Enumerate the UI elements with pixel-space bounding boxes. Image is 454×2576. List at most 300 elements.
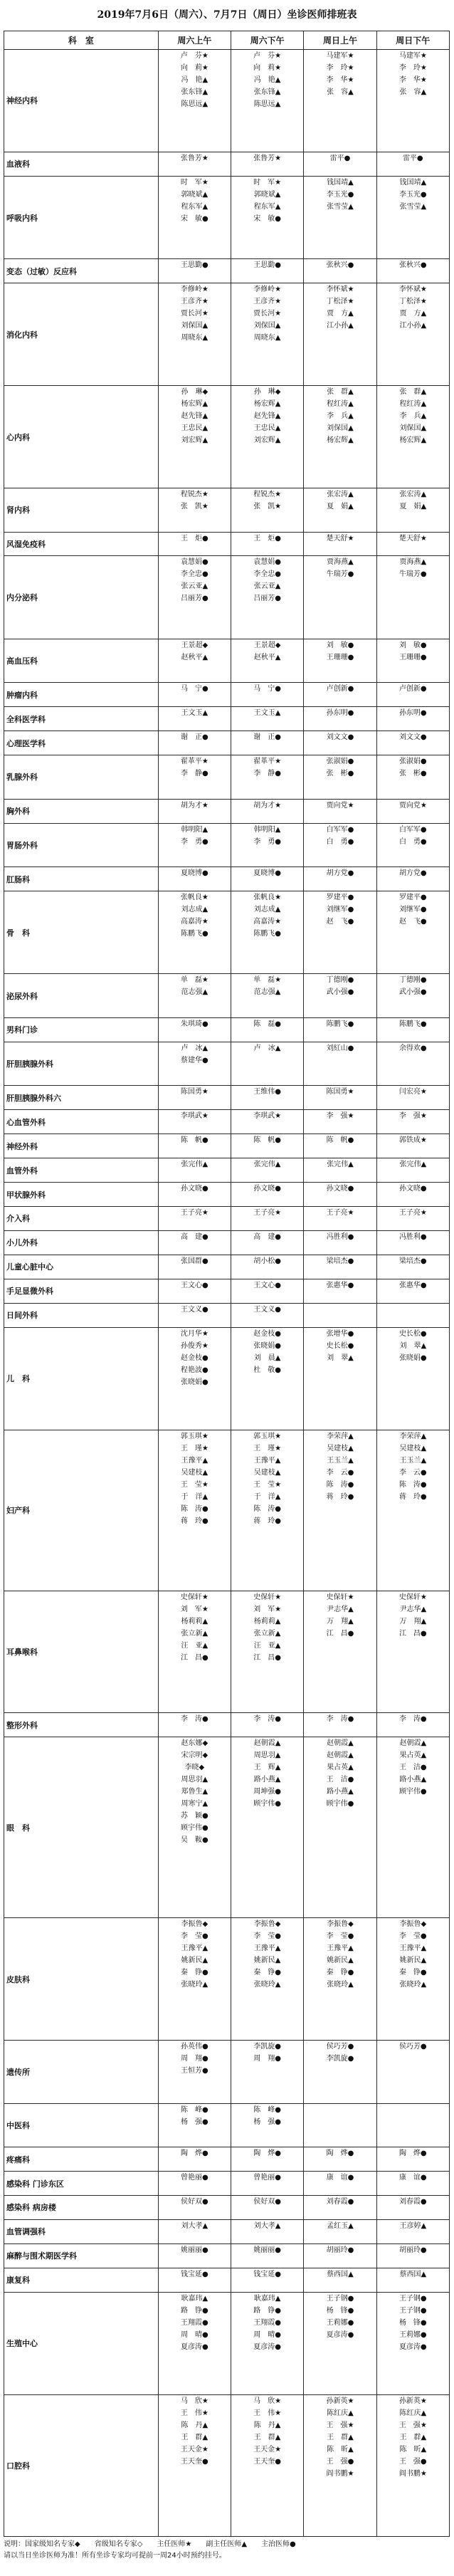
doctor-name: 蔡西国▲ <box>327 2270 354 2278</box>
doctor-cell <box>376 1017 449 1042</box>
table-row <box>4 556 450 639</box>
doctor-name: 张鲁芳★ <box>253 154 282 162</box>
department-name: 肛肠科 <box>4 867 159 891</box>
doctor-cell <box>376 683 449 707</box>
doctor-cell <box>304 1430 376 1591</box>
doctor-name: 张秋兴● <box>398 261 427 270</box>
doctor-name: 张增华● <box>326 1329 354 1338</box>
doctor-name: 陈 涛● <box>253 1504 282 1513</box>
table-row <box>4 2292 450 2394</box>
doctor-name: 楚天舒★ <box>326 534 354 543</box>
doctor-cell <box>376 2040 449 2103</box>
doctor-cell <box>158 2394 231 2536</box>
doctor-cell <box>158 1230 231 1255</box>
doctor-cell <box>376 1255 449 1279</box>
doctor-name: 丁德刚● <box>326 976 354 985</box>
doctor-cell <box>304 891 376 973</box>
doctor-name: 武小强● <box>326 988 354 997</box>
department-name: 神经外科 <box>4 1134 159 1158</box>
schedule-body <box>4 50 450 2537</box>
doctor-name: 胡方党● <box>326 869 354 878</box>
table-row <box>4 1042 450 1085</box>
doctor-cell <box>231 683 304 707</box>
table-row <box>4 1207 450 1231</box>
doctor-name: 陈 昕▲ <box>327 2445 354 2454</box>
doctor-cell <box>304 2196 376 2220</box>
doctor-cell <box>158 1017 231 1042</box>
doctor-cell <box>231 2040 304 2103</box>
doctor-name: 李晓◆ <box>184 1764 205 1772</box>
doctor-name: 赵先锋▲ <box>253 412 281 421</box>
doctor-name: 张东锋▲ <box>253 88 281 96</box>
doctor-name: 顾宇伟● <box>326 1800 354 1808</box>
doctor-name: 刘保国▲ <box>399 424 427 433</box>
table-row <box>4 1713 450 1737</box>
doctor-name: 周坤强● <box>253 1788 282 1796</box>
page-title: 2019年7月6日（周六）、7月7日（周日）坐诊医师排班表 <box>97 9 357 21</box>
department-name: 胸外科 <box>4 799 159 823</box>
doctor-name: 钱宝延● <box>253 2270 282 2278</box>
doctor-name: 李凯旋● <box>253 2042 282 2051</box>
doctor-cell <box>158 1183 231 1207</box>
doctor-cell <box>231 2196 304 2220</box>
doctor-name: 张淑娟● <box>326 758 354 766</box>
doctor-cell <box>231 386 304 488</box>
doctor-name: 刘保国▲ <box>181 322 208 330</box>
doctor-cell <box>158 259 231 283</box>
doctor-name: 陈鹏飞● <box>326 1020 354 1028</box>
doctor-name: 江小孙▲ <box>399 322 427 330</box>
doctor-cell <box>231 532 304 556</box>
doctor-cell <box>304 1327 376 1430</box>
doctor-name: 路 铮● <box>253 2306 282 2315</box>
doctor-name: 余得欢● <box>398 1044 427 1052</box>
doctor-name: 姚新民▲ <box>327 1957 354 1965</box>
doctor-name: 孙文晓● <box>253 1185 282 1193</box>
doctor-name: 赵东娜◆ <box>181 1739 208 1748</box>
doctor-name: 贾 方▲ <box>327 310 354 318</box>
table-row <box>4 1183 450 1207</box>
doctor-name: 路小燕▲ <box>327 1788 354 1796</box>
doctor-cell <box>376 50 449 152</box>
doctor-cell <box>231 50 304 152</box>
doctor-name: 路 铮● <box>180 2306 208 2315</box>
doctor-name: 陈思远▲ <box>253 100 281 108</box>
doctor-name: 周 晴● <box>180 2330 208 2339</box>
doctor-name: 马建军★ <box>326 52 354 60</box>
doctor-name: 程红涛▲ <box>327 400 354 409</box>
doctor-name: 杨 强● <box>253 2117 282 2126</box>
department-name: 儿童心脏中心 <box>4 1255 159 1279</box>
doctor-name: 张国群● <box>180 1257 208 1265</box>
doctor-name: 郭铁成★ <box>398 1136 427 1145</box>
table-row <box>4 823 450 866</box>
department-name: 儿 科 <box>4 1327 159 1430</box>
doctor-name: 王豫平▲ <box>327 1944 354 1953</box>
doctor-cell <box>304 556 376 639</box>
table-row <box>4 488 450 532</box>
table-row <box>4 1255 450 1279</box>
department-name: 感染科 门诊东区 <box>4 2172 159 2196</box>
doctor-name: 夏 娟▲ <box>327 503 354 511</box>
doctor-name: 夏晓博● <box>253 869 282 878</box>
doctor-cell <box>158 1134 231 1158</box>
doctor-name: 李怀斌★ <box>326 286 354 294</box>
table-row <box>4 2040 450 2103</box>
doctor-name: 汪 亚▲ <box>253 1642 281 1650</box>
doctor-cell <box>376 2292 449 2394</box>
doctor-name: 范志强▲ <box>181 988 208 997</box>
doctor-name: 李 华★ <box>326 76 354 84</box>
doctor-cell <box>158 532 231 556</box>
doctor-name: 孙英伟● <box>180 2042 208 2051</box>
doctor-name: 李 玲★ <box>326 64 354 72</box>
table-row <box>4 639 450 682</box>
doctor-cell <box>376 1042 449 1085</box>
doctor-name: 李玉光● <box>326 190 354 199</box>
doctor-name: 赵 飞● <box>326 917 354 926</box>
doctor-name: 姚新民▲ <box>253 1957 281 1965</box>
doctor-name: 袁慧娟● <box>180 558 208 567</box>
doctor-cell <box>158 176 231 258</box>
doctor-name: 李 莹● <box>398 1932 427 1941</box>
doctor-name: 陈 涛● <box>398 1480 427 1489</box>
doctor-cell <box>231 823 304 866</box>
doctor-name: 陈 丹▲ <box>253 2421 281 2429</box>
doctor-name: 马 欣★ <box>253 2397 282 2405</box>
doctor-cell <box>376 1183 449 1207</box>
doctor-name: 陈红庆▲ <box>399 2409 427 2417</box>
doctor-name: 陈 峰● <box>253 2105 282 2114</box>
department-name: 男科门诊 <box>4 1017 159 1042</box>
doctor-name: 孙新英★ <box>326 2397 354 2405</box>
doctor-name: 王景超◆ <box>181 641 208 649</box>
doctor-name: 周 翔● <box>253 2054 282 2063</box>
doctor-name: 李 静● <box>180 770 208 778</box>
department-name: 妇产科 <box>4 1430 159 1591</box>
doctor-cell <box>376 2243 449 2268</box>
department-name: 皮肤科 <box>4 1918 159 2040</box>
department-name: 消化内科 <box>4 283 159 386</box>
doctor-cell <box>158 2292 231 2394</box>
doctor-name: 蒋 玲● <box>253 1517 282 1525</box>
doctor-name: 张 凯★ <box>180 503 208 511</box>
doctor-cell <box>231 1255 304 1279</box>
doctor-cell <box>304 755 376 799</box>
doctor-name: 阎书鹏★ <box>398 2469 427 2478</box>
doctor-name: 李全忠● <box>180 570 208 579</box>
doctor-cell <box>304 867 376 891</box>
doctor-name: 陈红庆▲ <box>327 2409 354 2417</box>
doctor-name: 楚天舒★ <box>398 534 427 543</box>
doctor-name: 蒋 玲● <box>326 1492 354 1501</box>
doctor-name: 刘宏辉▲ <box>181 436 208 445</box>
doctor-cell <box>158 1255 231 1279</box>
doctor-name: 杨宏辉▲ <box>253 400 281 409</box>
doctor-name: 王子钢● <box>326 2294 354 2303</box>
doctor-name: 贾长河★ <box>253 310 282 318</box>
doctor-name: 康 谊● <box>398 2174 427 2182</box>
doctor-name: 刘继军● <box>326 905 354 913</box>
doctor-cell <box>376 2219 449 2243</box>
doctor-name: 张 群▲ <box>399 388 427 397</box>
department-name: 感染科 病房楼 <box>4 2196 159 2220</box>
doctor-name: 张云亚▲ <box>253 582 281 591</box>
doctor-cell <box>231 2103 304 2147</box>
doctor-name: 王 群▲ <box>399 2433 427 2441</box>
legend-footer <box>4 2539 450 2573</box>
doctor-name: 陈 帆● <box>253 1136 282 1145</box>
doctor-name: 王子亮★ <box>326 1209 354 1217</box>
doctor-name: 王文玉▲ <box>181 709 208 718</box>
doctor-name: 姚新民▲ <box>181 1957 208 1965</box>
doctor-name: 张云亚▲ <box>181 582 208 591</box>
doctor-cell <box>304 2268 376 2292</box>
doctor-name: 江 昌● <box>326 1630 354 1638</box>
department-name: 神经内科 <box>4 50 159 152</box>
doctor-name: 胡为才★ <box>180 801 208 810</box>
doctor-cell <box>304 1086 376 1110</box>
doctor-name: 冯 艳▲ <box>181 76 208 84</box>
table-row <box>4 152 450 176</box>
doctor-name: 苏 颖● <box>180 1812 208 1821</box>
department-name: 高血压科 <box>4 639 159 682</box>
doctor-name: 耿嘉玮▲ <box>181 2294 208 2303</box>
doctor-cell <box>231 755 304 799</box>
doctor-cell <box>158 2147 231 2172</box>
doctor-name: 张晓玲▲ <box>253 1981 281 1989</box>
doctor-cell <box>304 974 376 1017</box>
doctor-name: 王 群▲ <box>181 2433 208 2441</box>
doctor-name: 杨莉莉▲ <box>181 1618 208 1626</box>
doctor-cell <box>376 867 449 891</box>
doctor-name: 陶 烨● <box>398 2150 427 2158</box>
doctor-name: 刘紅山● <box>326 1044 354 1052</box>
doctor-cell <box>158 974 231 1017</box>
doctor-name: 李 云● <box>326 1468 354 1477</box>
department-name: 心内科 <box>4 386 159 488</box>
doctor-name: 张淑娟● <box>398 758 427 766</box>
doctor-name: 王豫平▲ <box>253 1456 281 1465</box>
doctor-name: 康 谊● <box>326 2174 354 2182</box>
header-sunday-morning: 周日上午 <box>304 31 376 50</box>
doctor-cell <box>231 1230 304 1255</box>
doctor-cell <box>304 1017 376 1042</box>
doctor-cell <box>304 2219 376 2243</box>
doctor-name: 李 勇● <box>180 837 208 846</box>
doctor-name: 贾长河★ <box>180 310 208 318</box>
doctor-name: 马 宁● <box>180 685 208 693</box>
doctor-name: 蒋 玲● <box>398 1492 427 1501</box>
doctor-cell <box>231 283 304 386</box>
doctor-name: 梁培杰● <box>398 1257 427 1265</box>
doctor-name: 于 洋▲ <box>253 1492 281 1501</box>
doctor-cell <box>231 176 304 258</box>
doctor-name: 李 兵▲ <box>399 412 427 421</box>
doctor-name: 王豫平▲ <box>181 1456 208 1465</box>
department-name: 心血管外科 <box>4 1110 159 1134</box>
doctor-name: 李荣萍▲ <box>327 1432 354 1440</box>
doctor-name: 孙东明● <box>326 709 354 718</box>
doctor-name: 张鲁芳★ <box>180 154 208 162</box>
department-name: 眼 科 <box>4 1737 159 1918</box>
doctor-name: 史长松● <box>326 1341 354 1350</box>
doctor-name: 夏彦涛● <box>253 2342 282 2351</box>
doctor-cell <box>231 867 304 891</box>
doctor-name: 王天奎● <box>253 2457 282 2466</box>
doctor-cell <box>376 1230 449 1255</box>
doctor-name: 贾海燕▲ <box>327 558 354 567</box>
doctor-name: 张完伟▲ <box>327 1161 354 1169</box>
doctor-name: 李 华★ <box>398 76 427 84</box>
doctor-name: 张惠华● <box>326 1281 354 1289</box>
doctor-name: 陶 烨● <box>326 2150 354 2158</box>
doctor-name: 谢 正● <box>180 733 208 742</box>
doctor-cell <box>376 2172 449 2196</box>
doctor-name: 王 莹★ <box>253 1480 282 1489</box>
doctor-name: 王 莹★ <box>180 1480 208 1489</box>
table-row <box>4 1430 450 1591</box>
doctor-name: 陈 丹▲ <box>181 2421 208 2429</box>
doctor-name: 张晓娟● <box>398 1354 427 1362</box>
doctor-cell <box>304 50 376 152</box>
doctor-cell <box>231 1134 304 1158</box>
doctor-cell <box>376 386 449 488</box>
table-row <box>4 799 450 823</box>
doctor-name: 王珊珊● <box>398 653 427 661</box>
doctor-name: 夏 娟▲ <box>399 503 427 511</box>
doctor-cell <box>376 532 449 556</box>
department-name: 风湿免疫科 <box>4 532 159 556</box>
doctor-name: 梁培杰● <box>326 1257 354 1265</box>
department-name: 泌尿外科 <box>4 974 159 1017</box>
department-name: 小儿外科 <box>4 1230 159 1255</box>
doctor-name: 侯巧芳● <box>326 2042 354 2051</box>
doctor-cell <box>376 283 449 386</box>
department-name: 呼吸内科 <box>4 176 159 258</box>
doctor-name: 赵金枝● <box>253 1329 282 1338</box>
doctor-name: 侯巧芳● <box>398 2042 427 2051</box>
doctor-cell <box>376 823 449 866</box>
doctor-name: 张帆良★ <box>253 893 282 901</box>
doctor-name: 阎书鹏★ <box>326 2469 354 2478</box>
doctor-name: 周 晴● <box>253 2330 282 2339</box>
doctor-name: 王恒芳● <box>180 2066 208 2075</box>
department-name: 疼痛科 <box>4 2147 159 2172</box>
doctor-name: 胡方党● <box>398 869 427 878</box>
department-name: 内分泌科 <box>4 556 159 639</box>
doctor-name: 王 辉▲ <box>253 1764 281 1772</box>
doctor-name: 时 军★ <box>180 178 208 187</box>
doctor-name: 陈 帆● <box>180 1136 208 1145</box>
doctor-cell <box>231 707 304 731</box>
doctor-cell <box>158 1327 231 1430</box>
doctor-name: 赵秋平▲ <box>253 653 281 661</box>
doctor-name: 陈 帆● <box>326 1136 354 1145</box>
doctor-cell <box>304 2040 376 2103</box>
doctor-name: 王忠民▲ <box>181 424 208 433</box>
doctor-name: 王 瑾★ <box>253 1444 282 1452</box>
doctor-name: 程锐杰★ <box>180 491 208 499</box>
doctor-name: 卢创新● <box>326 685 354 693</box>
department-name: 生殖中心 <box>4 2292 159 2394</box>
doctor-name: 张晓玲▲ <box>327 1981 354 1989</box>
doctor-cell <box>158 799 231 823</box>
doctor-name: 卢 芬★ <box>180 52 208 60</box>
doctor-name: 孙文晓● <box>398 1185 427 1193</box>
doctor-name: 张 凯★ <box>253 503 282 511</box>
department-name: 骨 科 <box>4 891 159 973</box>
doctor-cell <box>158 1279 231 1303</box>
doctor-cell <box>376 707 449 731</box>
doctor-name: 王玉兰▲ <box>327 1456 354 1465</box>
doctor-name: 王子钢● <box>398 2306 427 2315</box>
doctor-name: 白军军● <box>398 825 427 834</box>
doctor-name: 白 勇● <box>398 837 427 846</box>
doctor-name: 王思勤● <box>180 261 208 270</box>
doctor-name: 江 昌● <box>398 1630 427 1638</box>
department-name: 甲状腺外科 <box>4 1183 159 1207</box>
doctor-cell <box>376 2103 449 2147</box>
doctor-name: 王忠民▲ <box>253 424 281 433</box>
table-row <box>4 2103 450 2147</box>
doctor-name: 陶 烨● <box>180 2150 208 2158</box>
doctor-name: 李 玲★ <box>398 64 427 72</box>
doctor-cell <box>158 1207 231 1231</box>
header-saturday-afternoon: 周六下午 <box>231 31 304 50</box>
doctor-name: 陈 峰● <box>180 2105 208 2114</box>
doctor-name: 张 容▲ <box>399 88 427 96</box>
doctor-cell <box>304 2172 376 2196</box>
doctor-name: 王 群▲ <box>327 2433 354 2441</box>
doctor-cell <box>158 1591 231 1713</box>
doctor-cell <box>231 2172 304 2196</box>
doctor-name: 张完伟▲ <box>181 1161 208 1169</box>
doctor-name: 赵 飞● <box>398 917 427 926</box>
doctor-name: 吴建枝▲ <box>181 1468 208 1477</box>
doctor-name: 雷平● <box>329 154 351 162</box>
doctor-cell <box>376 488 449 532</box>
doctor-name: 刘保国▲ <box>253 322 281 330</box>
doctor-name: 吕丽芳● <box>180 595 208 603</box>
doctor-name: 王文义● <box>180 1305 208 1314</box>
table-row <box>4 1918 450 2040</box>
doctor-name: 程东军▲ <box>253 202 281 211</box>
doctor-name: 万 翔▲ <box>399 1618 427 1626</box>
doctor-name: 侯好双● <box>180 2198 208 2206</box>
doctor-name: 赵先锋▲ <box>181 412 208 421</box>
doctor-name: 程艳波● <box>180 1366 208 1374</box>
doctor-name: 李 静● <box>253 770 282 778</box>
department-name: 日间外科 <box>4 1303 159 1327</box>
doctor-name: 果占英▲ <box>399 1752 427 1760</box>
doctor-name: 江 昌● <box>180 1654 208 1663</box>
doctor-cell <box>231 1327 304 1430</box>
doctor-cell <box>231 1017 304 1042</box>
doctor-cell <box>231 1737 304 1918</box>
doctor-name: 王 瑾★ <box>180 1444 208 1452</box>
doctor-cell <box>231 1207 304 1231</box>
table-header-row <box>4 31 450 50</box>
doctor-cell <box>304 1255 376 1279</box>
doctor-cell <box>158 731 231 755</box>
doctor-name: 张东锋▲ <box>181 88 208 96</box>
doctor-name: 史长松● <box>398 1329 427 1338</box>
doctor-name: 赵朝霞▲ <box>327 1752 354 1760</box>
doctor-cell <box>158 283 231 386</box>
department-name: 血管外科 <box>4 1158 159 1183</box>
doctor-name: 李 强★ <box>326 1112 354 1121</box>
